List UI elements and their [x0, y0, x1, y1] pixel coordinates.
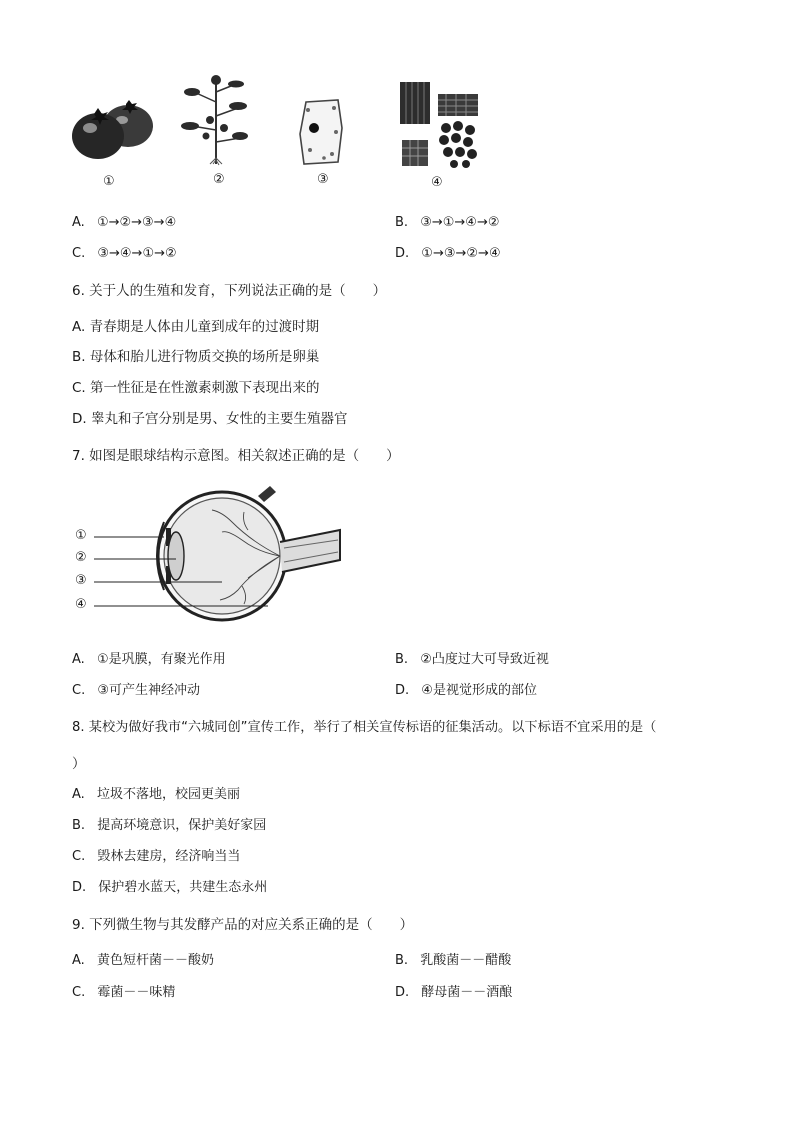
option-text: 乳酸菌－－醋酸 — [420, 953, 512, 968]
option-text: 酵母菌－－酒酿 — [421, 985, 513, 1000]
q6-stem: 6. 关于人的生殖和发育，下列说法正确的是（ ） — [72, 283, 387, 299]
q6-option-c[interactable]: C. 第一性征是在性激素刺激下表现出来的 — [72, 380, 320, 396]
plant-cell-image — [298, 98, 344, 166]
option-letter: C. — [72, 246, 86, 261]
q9-option-b[interactable] — [395, 952, 511, 970]
q8-stem: 8. 某校为做好我市“六城同创”宣传工作，举行了相关宣传标语的征集活动。以下标语不宜采用的是（ — [72, 720, 657, 735]
q7-option-a[interactable] — [72, 651, 226, 669]
option-text: ③→①→④→② — [420, 215, 500, 230]
option-text: 保护碧水蓝天，共建生态永州 — [98, 880, 268, 895]
eye-label-3: ③ — [75, 573, 87, 588]
option-text: 毁林去建房，经济响当当 — [97, 849, 241, 864]
option-letter: B. — [72, 818, 86, 833]
q7-option-c[interactable] — [72, 682, 200, 700]
q7-option-b[interactable] — [395, 651, 549, 669]
q8-option-d[interactable] — [72, 879, 267, 897]
q6-option-b[interactable]: B. 母体和胎儿进行物质交换的场所是卵巢 — [72, 349, 320, 365]
option-text: ③可产生神经冲动 — [97, 683, 201, 698]
option-letter: D. — [395, 683, 410, 698]
option-letter: B. — [395, 652, 409, 667]
tomato-plant-image — [180, 72, 252, 168]
option-letter: A. — [72, 652, 85, 667]
q5-option-a[interactable] — [72, 214, 176, 232]
q6-option-a[interactable]: A. 青春期是人体由儿童到成年的过渡时期 — [72, 319, 320, 335]
option-letter: A. — [72, 787, 85, 802]
tomato-fruit-image — [70, 100, 156, 162]
image-label-2: ② — [213, 172, 225, 187]
q6-option-d[interactable]: D. 睾丸和子宫分别是男、女性的主要生殖器官 — [72, 411, 348, 427]
q9-stem: 9. 下列微生物与其发酵产品的对应关系正确的是（ ） — [72, 917, 414, 933]
option-text: ③→④→①→② — [97, 246, 177, 261]
option-letter: A. — [72, 953, 85, 968]
option-letter: D. — [72, 880, 87, 895]
option-letter: C. — [72, 849, 86, 864]
q9-option-c[interactable] — [72, 984, 175, 1002]
eye-label-1: ① — [75, 528, 87, 543]
option-text: ②凸度过大可导致近视 — [420, 652, 549, 667]
option-letter: C. — [72, 683, 86, 698]
option-letter: D. — [395, 985, 410, 1000]
q8-option-a[interactable] — [72, 786, 240, 804]
image-label-4: ④ — [431, 175, 443, 190]
option-letter: B. — [395, 215, 409, 230]
q8-stem-end: ） — [72, 756, 86, 772]
q7-stem: 7. 如图是眼球结构示意图。相关叙述正确的是（ ） — [72, 448, 400, 464]
option-letter: D. — [395, 246, 410, 261]
q8-option-b[interactable] — [72, 817, 266, 835]
option-text: 垃圾不落地，校园更美丽 — [96, 787, 240, 802]
q5-option-b[interactable] — [395, 214, 500, 232]
option-text: 黄色短杆菌－－酸奶 — [96, 953, 214, 968]
option-text: 提高环境意识，保护美好家园 — [97, 818, 267, 833]
q9-option-a[interactable] — [72, 952, 214, 970]
q7-option-d[interactable] — [395, 682, 537, 700]
option-text: ①→③→②→④ — [421, 246, 501, 261]
option-letter: B. — [395, 953, 409, 968]
q5-option-d[interactable] — [395, 245, 501, 263]
option-letter: A. — [72, 215, 85, 230]
eye-label-4: ④ — [75, 597, 87, 612]
plant-tissues-image — [398, 80, 482, 170]
option-text: ④是视觉形成的部位 — [421, 683, 537, 698]
option-text: ①是巩膜，有聚光作用 — [96, 652, 226, 667]
image-label-1: ① — [103, 174, 115, 189]
option-letter: C. — [72, 985, 86, 1000]
option-text: ①→②→③→④ — [96, 215, 177, 230]
eye-diagram — [72, 482, 344, 628]
eye-label-2: ② — [75, 550, 87, 565]
q9-option-d[interactable] — [395, 984, 512, 1002]
image-label-3: ③ — [317, 172, 329, 187]
q8-option-c[interactable] — [72, 848, 240, 866]
q5-option-c[interactable] — [72, 245, 177, 263]
option-text: 霉菌－－味精 — [97, 985, 176, 1000]
